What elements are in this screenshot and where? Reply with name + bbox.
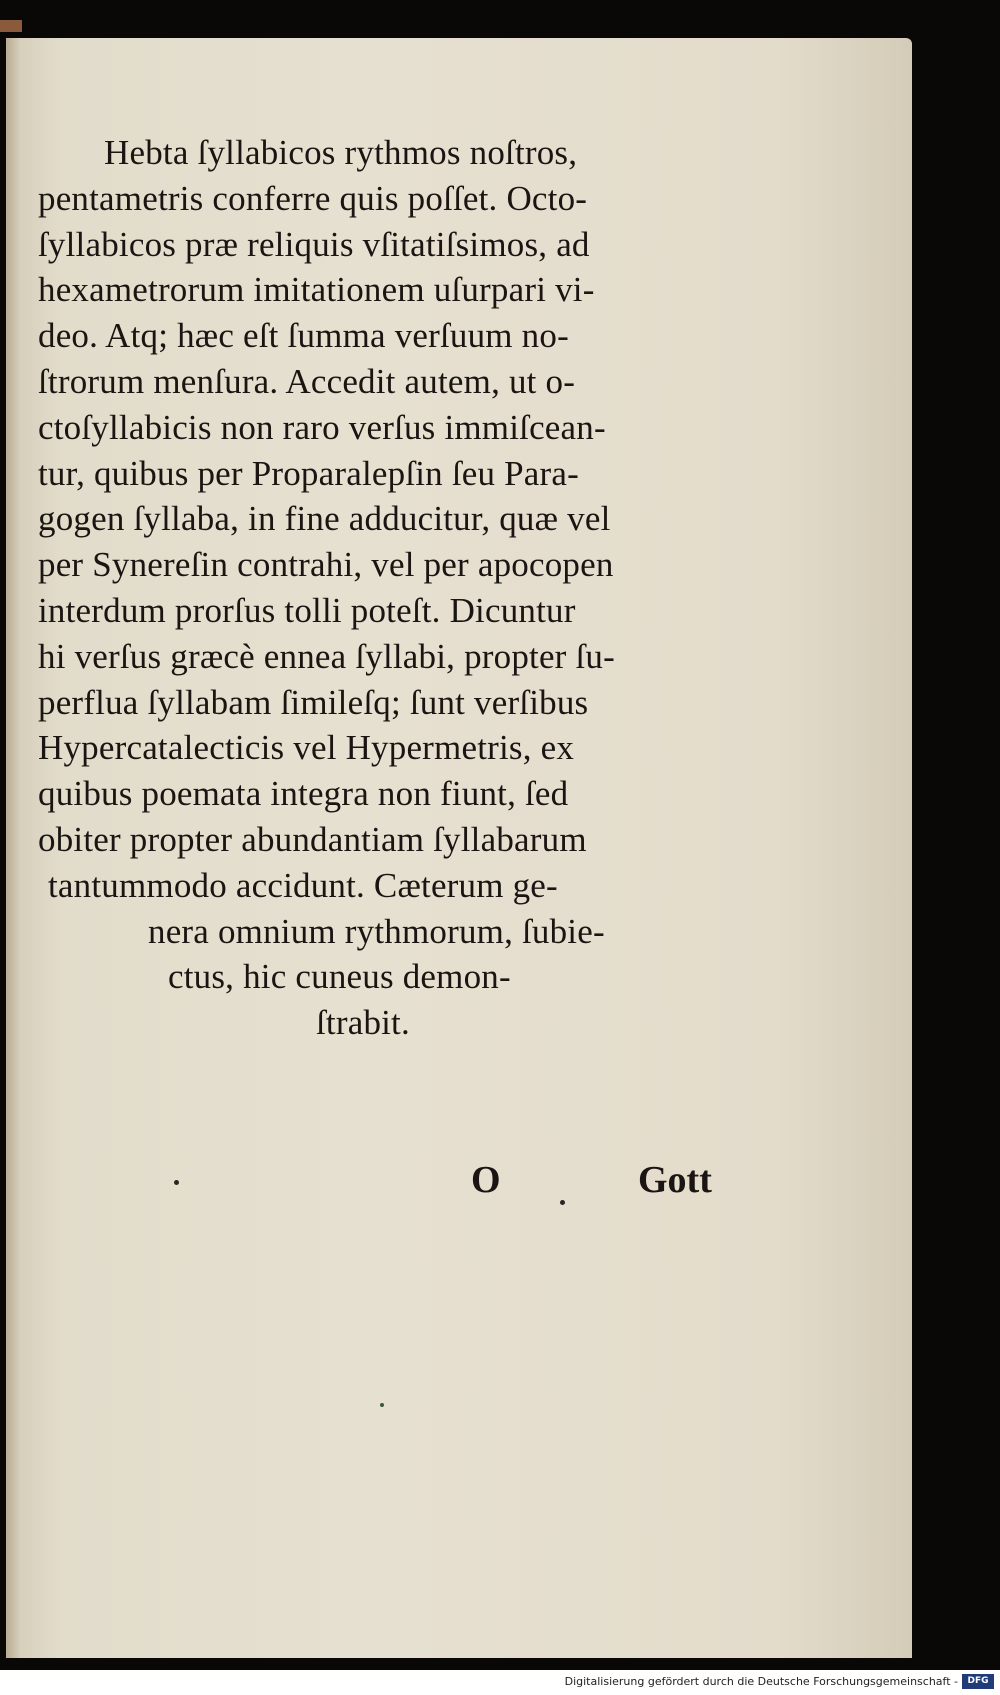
dfg-logo: DFG (962, 1674, 994, 1689)
body-text (16, 130, 786, 1046)
catchword-row (6, 1158, 912, 1218)
text-line: ſyllabicos præ reliquis vſitatiſsimos, ad (38, 224, 590, 264)
text-line: pentametris conferre quis poſſet. Octo- (38, 178, 588, 218)
text-line: obiter propter abundantiam ſyllabarum (38, 819, 587, 859)
text-line: ctus, hic cuneus demon- (168, 957, 511, 997)
catchword: Gott (638, 1159, 712, 1201)
page-corner-tab (0, 20, 22, 32)
text-line: nera omnium rythmorum, ſubie- (148, 911, 605, 951)
footer-credit: Digitalisierung gefördert durch die Deutsche Forschungsgemeinschaft - (564, 1675, 958, 1688)
book-page (6, 38, 912, 1658)
text-line: Hypercatalecticis vel Hypermetris, ex (38, 728, 575, 768)
ink-speck (560, 1200, 565, 1205)
text-line: tantummodo accidunt. Cæterum ge- (48, 865, 558, 905)
ink-speck (174, 1180, 179, 1185)
text-line: deo. Atq; hæc eſt ſumma verſuum no- (38, 316, 569, 356)
text-line: ſtrabit. (316, 1003, 410, 1043)
text-line: tur, quibus per Proparalepſin ſeu Para- (38, 453, 579, 493)
text-line: gogen ſyllaba, in fine adducitur, quæ vel (38, 499, 611, 539)
text-line: hexametrorum imitationem uſurpari vi- (38, 270, 595, 310)
show-through-ink (256, 1038, 396, 1268)
text-line: quibus poemata integra non fiunt, ſed (38, 774, 569, 814)
ink-speck (380, 1403, 384, 1407)
text-line: ctoſyllabicis non raro verſus immiſcean- (38, 407, 606, 447)
digitization-footer (0, 1670, 1000, 1695)
text-line: Hebta ſyllabicos rythmos noſtros, (104, 133, 578, 172)
text-line: perflua ſyllabam ſimileſq; ſunt verſibus (38, 682, 589, 722)
text-line: ſtrorum menſura. Accedit autem, ut o- (38, 361, 576, 401)
text-line: interdum prorſus tolli poteſt. Dicuntur (38, 590, 576, 630)
text-line: hi verſus græcè ennea ſyllabi, propter ſu- (38, 636, 615, 676)
text-line: per Synereſin contrahi, vel per apocopen (38, 545, 614, 585)
catchword-initial: O (471, 1159, 501, 1201)
